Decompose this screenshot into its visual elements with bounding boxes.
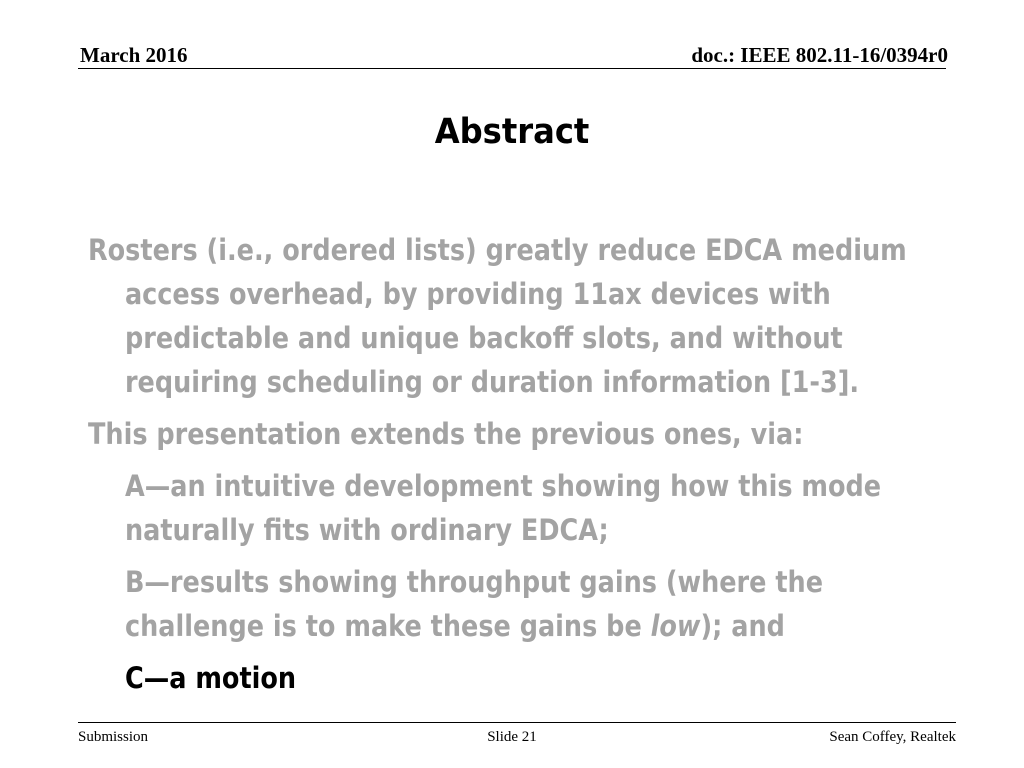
footer-rule <box>78 722 956 723</box>
slide-body <box>88 228 907 700</box>
footer-author: Sean Coffey, Realtek <box>829 729 956 745</box>
footer-slide-number: Slide 21 <box>487 729 537 745</box>
list-item-b-emphasis: low <box>650 609 701 643</box>
slide-title: Abstract <box>434 112 590 152</box>
header-date: March 2016 <box>80 43 188 67</box>
list-item-b <box>125 560 952 648</box>
list-item-b-text: B—results showing throughput gains (where the challenge is to make these gains be <box>124 565 824 643</box>
list-item-a: A—an intuitive development showing how this mode naturally fits with ordinary EDCA; <box>124 469 882 547</box>
header-doc-id: doc.: IEEE 802.11-16/0394r0 <box>691 43 948 67</box>
paragraph-extends: This presentation extends the previous ones, via: <box>88 417 804 451</box>
header-rule <box>78 68 946 69</box>
paragraph-rosters: Rosters (i.e., ordered lists) greatly reduce EDCA medium access overhead, by providing 11ax devices with predictable and unique backoff slots, and without requiring scheduling or duration information [1-3]. <box>88 233 907 399</box>
list-item-b-tail: ); and <box>700 609 785 643</box>
footer-submission: Submission <box>78 729 149 745</box>
list-item-c: C—a motion <box>124 661 297 695</box>
